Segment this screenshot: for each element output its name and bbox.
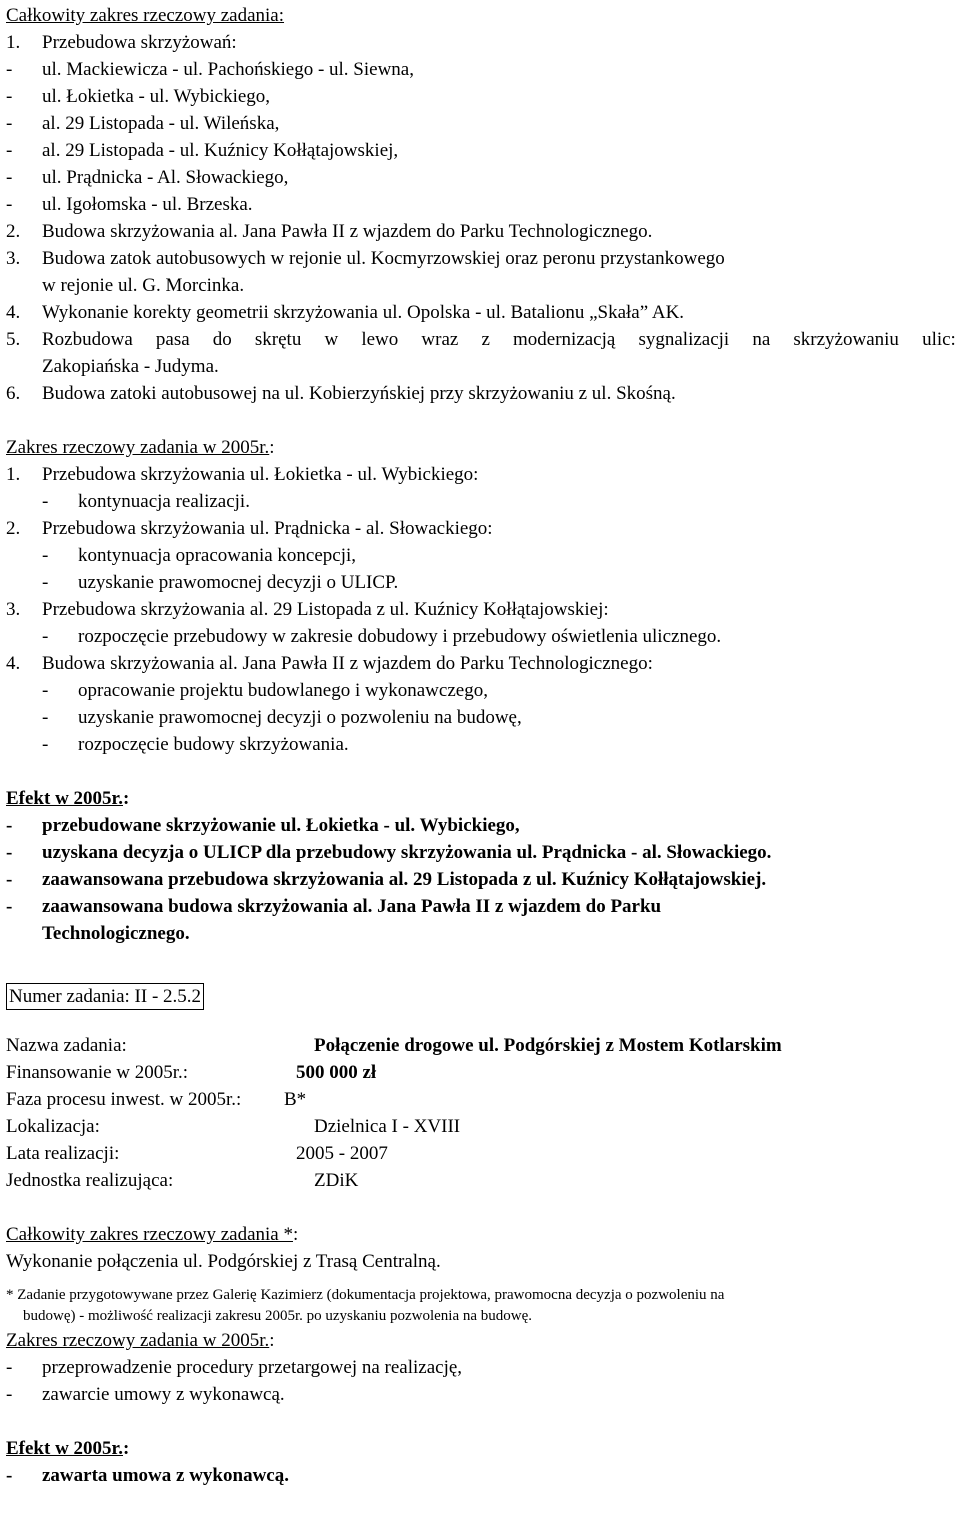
- sub-item: - uzyskanie prawomocnej decyzji o pozwoleniu na budowę,: [42, 707, 522, 728]
- effect-item: - zawarta umowa z wykonawcą.: [6, 1465, 289, 1486]
- list-item: - ul. Łokietka - ul. Wybickiego,: [6, 86, 271, 107]
- field-value: B*: [284, 1089, 307, 1110]
- list-item: 4. Wykonanie korekty geometrii skrzyżowania ul. Opolska - ul. Batalionu „Skała” AK.: [6, 302, 685, 323]
- list-item: - zawarcie umowy z wykonawcą.: [6, 1384, 285, 1405]
- task-number-box: Numer zadania: II - 2.5.2: [6, 983, 204, 1010]
- effect-heading: Efekt w 2005r.:: [6, 788, 130, 809]
- document-page: [6, 2, 956, 1489]
- sub-item: - uzyskanie prawomocnej decyzji o ULICP.: [42, 572, 399, 593]
- field-row: [6, 1086, 956, 1113]
- footnote: * Zadanie przygotowywane przez Galerię Kazimierz (dokumentacja projektowa, prawomocna decyzja o pozwoleniu na budowę) - możliwość realizacji zakresu 2005r. po uzyskaniu pozwolenia na budowę.: [6, 1287, 725, 1324]
- sub-item: - rozpoczęcie budowy skrzyżowania.: [42, 734, 349, 755]
- scope-heading: Całkowity zakres rzeczowy zadania:: [6, 5, 285, 26]
- list-item-continuation: Zakopiańska - Judyma.: [42, 356, 219, 377]
- scope-2005-heading: Zakres rzeczowy zadania w 2005r.:: [6, 437, 275, 458]
- field-label: Nazwa zadania:: [6, 1035, 127, 1056]
- list-item: 3. Budowa zatok autobusowych w rejonie ul. Kocmyrzowskiej oraz peronu przystankowego: [6, 248, 725, 269]
- sub-item: - rozpoczęcie przebudowy w zakresie dobudowy i przebudowy oświetlenia ulicznego.: [42, 626, 722, 647]
- effect-item: - uzyskana decyzja o ULICP dla przebudowy skrzyżowania ul. Prądnicka - al. Słowackiego.: [6, 842, 772, 863]
- list-item: - przeprowadzenie procedury przetargowej na realizację,: [6, 1357, 463, 1378]
- field-value: ZDiK: [314, 1170, 359, 1191]
- field-label: Finansowanie w 2005r.:: [6, 1062, 189, 1083]
- field-label: Lokalizacja:: [6, 1116, 100, 1137]
- field-value: 500 000 zł: [296, 1062, 377, 1083]
- list-item: - al. 29 Listopada - ul. Wileńska,: [6, 113, 280, 134]
- task-number-row: [6, 983, 956, 1010]
- effect-item-continuation: Technologicznego.: [42, 923, 190, 944]
- field-row: [6, 1140, 956, 1167]
- field-value: Dzielnica I - XVIII: [314, 1116, 461, 1137]
- list-item: 3. Przebudowa skrzyżowania al. 29 Listopada z ul. Kuźnicy Kołłątajowskiej:: [6, 599, 609, 620]
- effect-item: - przebudowane skrzyżowanie ul. Łokietka - ul. Wybickiego,: [6, 815, 520, 836]
- list-item: 5. Rozbudowa pasa do skrętu w lewo wraz z modernizacją sygnalizacji na skrzyżowaniu ulic:: [6, 326, 956, 353]
- list-item-continuation: w rejonie ul. G. Morcinka.: [42, 275, 245, 296]
- task-scope-text: Wykonanie połączenia ul. Podgórskiej z Trasą Centralną.: [6, 1251, 441, 1272]
- list-item: 6. Budowa zatoki autobusowej na ul. Kobierzyńskiej przy skrzyżowaniu z ul. Skośną.: [6, 383, 676, 404]
- sub-item: - kontynuacja opracowania koncepcji,: [42, 545, 357, 566]
- task-effect-heading: Efekt w 2005r.:: [6, 1438, 130, 1459]
- justified-text: Rozbudowa pasa do skrętu w lewo wraz z modernizacją sygnalizacji na skrzyżowaniu ulic:: [42, 329, 956, 350]
- field-row: [6, 1032, 956, 1059]
- list-item: - ul. Mackiewicza - ul. Pachońskiego - ul. Siewna,: [6, 59, 414, 80]
- list-item: 2. Budowa skrzyżowania al. Jana Pawła II z wjazdem do Parku Technologicznego.: [6, 221, 653, 242]
- field-label: Jednostka realizująca:: [6, 1170, 174, 1191]
- field-value: Połączenie drogowe ul. Podgórskiej z Mostem Kotlarskim: [314, 1035, 782, 1056]
- field-label: Lata realizacji:: [6, 1143, 120, 1164]
- field-row: [6, 1059, 956, 1086]
- task-scope-heading: Całkowity zakres rzeczowy zadania *:: [6, 1224, 299, 1245]
- sub-item: - opracowanie projektu budowlanego i wykonawczego,: [42, 680, 488, 701]
- field-label: Faza procesu inwest. w 2005r.:: [6, 1089, 242, 1110]
- effect-item: - zaawansowana przebudowa skrzyżowania al. 29 Listopada z ul. Kuźnicy Kołłątajowskiej.: [6, 869, 767, 890]
- task-scope-2005-heading: Zakres rzeczowy zadania w 2005r.:: [6, 1330, 275, 1351]
- field-row: [6, 1113, 956, 1140]
- list-item: 4. Budowa skrzyżowania al. Jana Pawła II z wjazdem do Parku Technologicznego:: [6, 653, 653, 674]
- list-item: 2. Przebudowa skrzyżowania ul. Prądnicka - al. Słowackiego:: [6, 518, 493, 539]
- list-item: 1. Przebudowa skrzyżowań:: [6, 32, 237, 53]
- list-item: 1. Przebudowa skrzyżowania ul. Łokietka - ul. Wybickiego:: [6, 464, 479, 485]
- list-item: - al. 29 Listopada - ul. Kuźnicy Kołłątajowskiej,: [6, 140, 399, 161]
- field-value: 2005 - 2007: [296, 1143, 388, 1164]
- list-item: - ul. Prądnicka - Al. Słowackiego,: [6, 167, 289, 188]
- sub-item: - kontynuacja realizacji.: [42, 491, 250, 512]
- list-item: - ul. Igołomska - ul. Brzeska.: [6, 194, 253, 215]
- effect-item: - zaawansowana budowa skrzyżowania al. Jana Pawła II z wjazdem do Parku: [6, 896, 662, 917]
- field-row: [6, 1167, 956, 1194]
